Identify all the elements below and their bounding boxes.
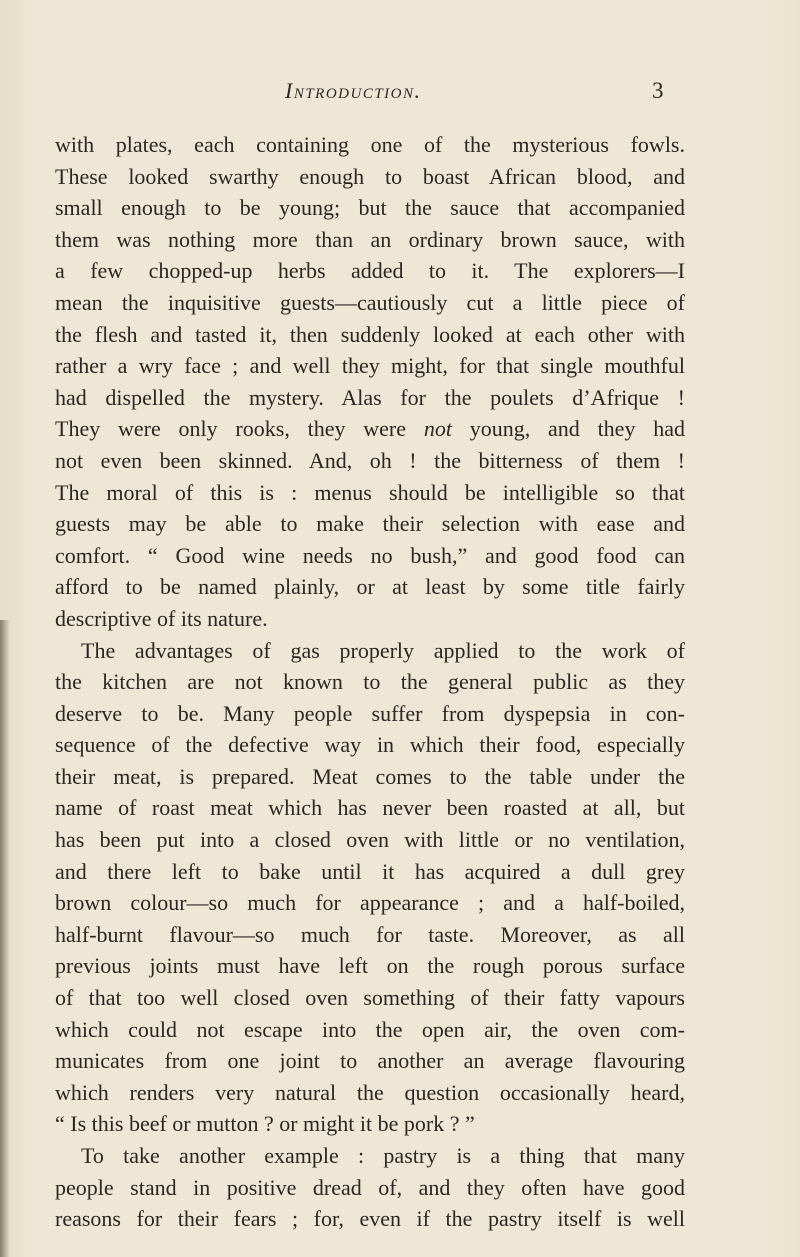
- text-line: the kitchen are not known to the general public as they: [55, 669, 685, 695]
- text-line: The moral of this is : menus should be intelligible so that: [55, 479, 685, 505]
- text-line: descriptive of its nature.: [55, 605, 268, 631]
- text-line: These looked swarthy enough to boast African blood, and: [55, 163, 685, 189]
- text-line: guests may be able to make their selection with ease and: [55, 511, 685, 537]
- text-line: their meat, is prepared. Meat comes to the table under the: [55, 763, 685, 789]
- text-line: them was nothing more than an ordinary brown sauce, with: [55, 226, 685, 252]
- text-line: reasons for their fears ; for, even if the pastry itself is well: [55, 1206, 685, 1232]
- text-line: afford to be named plainly, or at least by some title fairly: [55, 574, 685, 600]
- text-line: and there left to bake until it has acquired a dull grey: [55, 858, 685, 884]
- text-line: mean the inquisitive guests—cautiously cut a little piece of: [55, 289, 685, 315]
- text-line: half-burnt flavour—so much for taste. Moreover, as all: [55, 921, 685, 947]
- text-line: name of roast meat which has never been roasted at all, but: [55, 795, 685, 821]
- body-text: [55, 129, 685, 1235]
- paragraph-3: [55, 1140, 685, 1235]
- paragraph-2: [55, 635, 685, 1141]
- text-line: brown colour—so much for appearance ; and a half-boiled,: [55, 890, 685, 916]
- text-line: the flesh and tasted it, then suddenly looked at each other with: [55, 321, 685, 347]
- text-line: a few chopped-up herbs added to it. The explorers—I: [55, 258, 685, 284]
- paragraph-1: [55, 129, 685, 635]
- text-line: with plates, each containing one of the mysterious fowls.: [55, 132, 685, 157]
- text-line: deserve to be. Many people suffer from dyspepsia in con-: [55, 700, 685, 726]
- running-title: Introduction.: [285, 78, 422, 103]
- text-line: previous joints must have left on the rough porous surface: [55, 953, 685, 979]
- binding-shadow: [0, 620, 10, 1257]
- text-line-with-italic: They were only rooks, they were not young, and they had: [55, 416, 685, 442]
- text-line: has been put into a closed oven with little or no ventilation,: [55, 827, 685, 853]
- text-line: which renders very natural the question occasionally heard,: [55, 1079, 685, 1105]
- text-line: not even been skinned. And, oh ! the bitterness of them !: [55, 447, 685, 473]
- text-line: of that too well closed oven something of their fatty vapours: [55, 985, 685, 1011]
- text-line: comfort. “ Good wine needs no bush,” and good food can: [55, 542, 685, 568]
- text-line: which could not escape into the open air, the oven com-: [55, 1016, 685, 1042]
- text-line: “ Is this beef or mutton ? or might it be pork ? ”: [55, 1111, 475, 1137]
- text-line: The advantages of gas properly applied to the work of: [81, 637, 685, 663]
- text-line: had dispelled the mystery. Alas for the poulets d’Afrique !: [55, 384, 685, 410]
- text-line: people stand in positive dread of, and they often have good: [55, 1174, 685, 1200]
- emphasis: not: [423, 416, 452, 442]
- text-line: rather a wry face ; and well they might, for that single mouthful: [55, 353, 685, 379]
- page-number: 3: [652, 78, 664, 103]
- text-line: sequence of the defective way in which their food, especially: [55, 732, 685, 758]
- text-line: small enough to be young; but the sauce that accompanied: [55, 195, 685, 221]
- text-line: municates from one joint to another an average flavouring: [55, 1048, 685, 1074]
- text-line: To take another example : pastry is a thing that many: [81, 1143, 685, 1168]
